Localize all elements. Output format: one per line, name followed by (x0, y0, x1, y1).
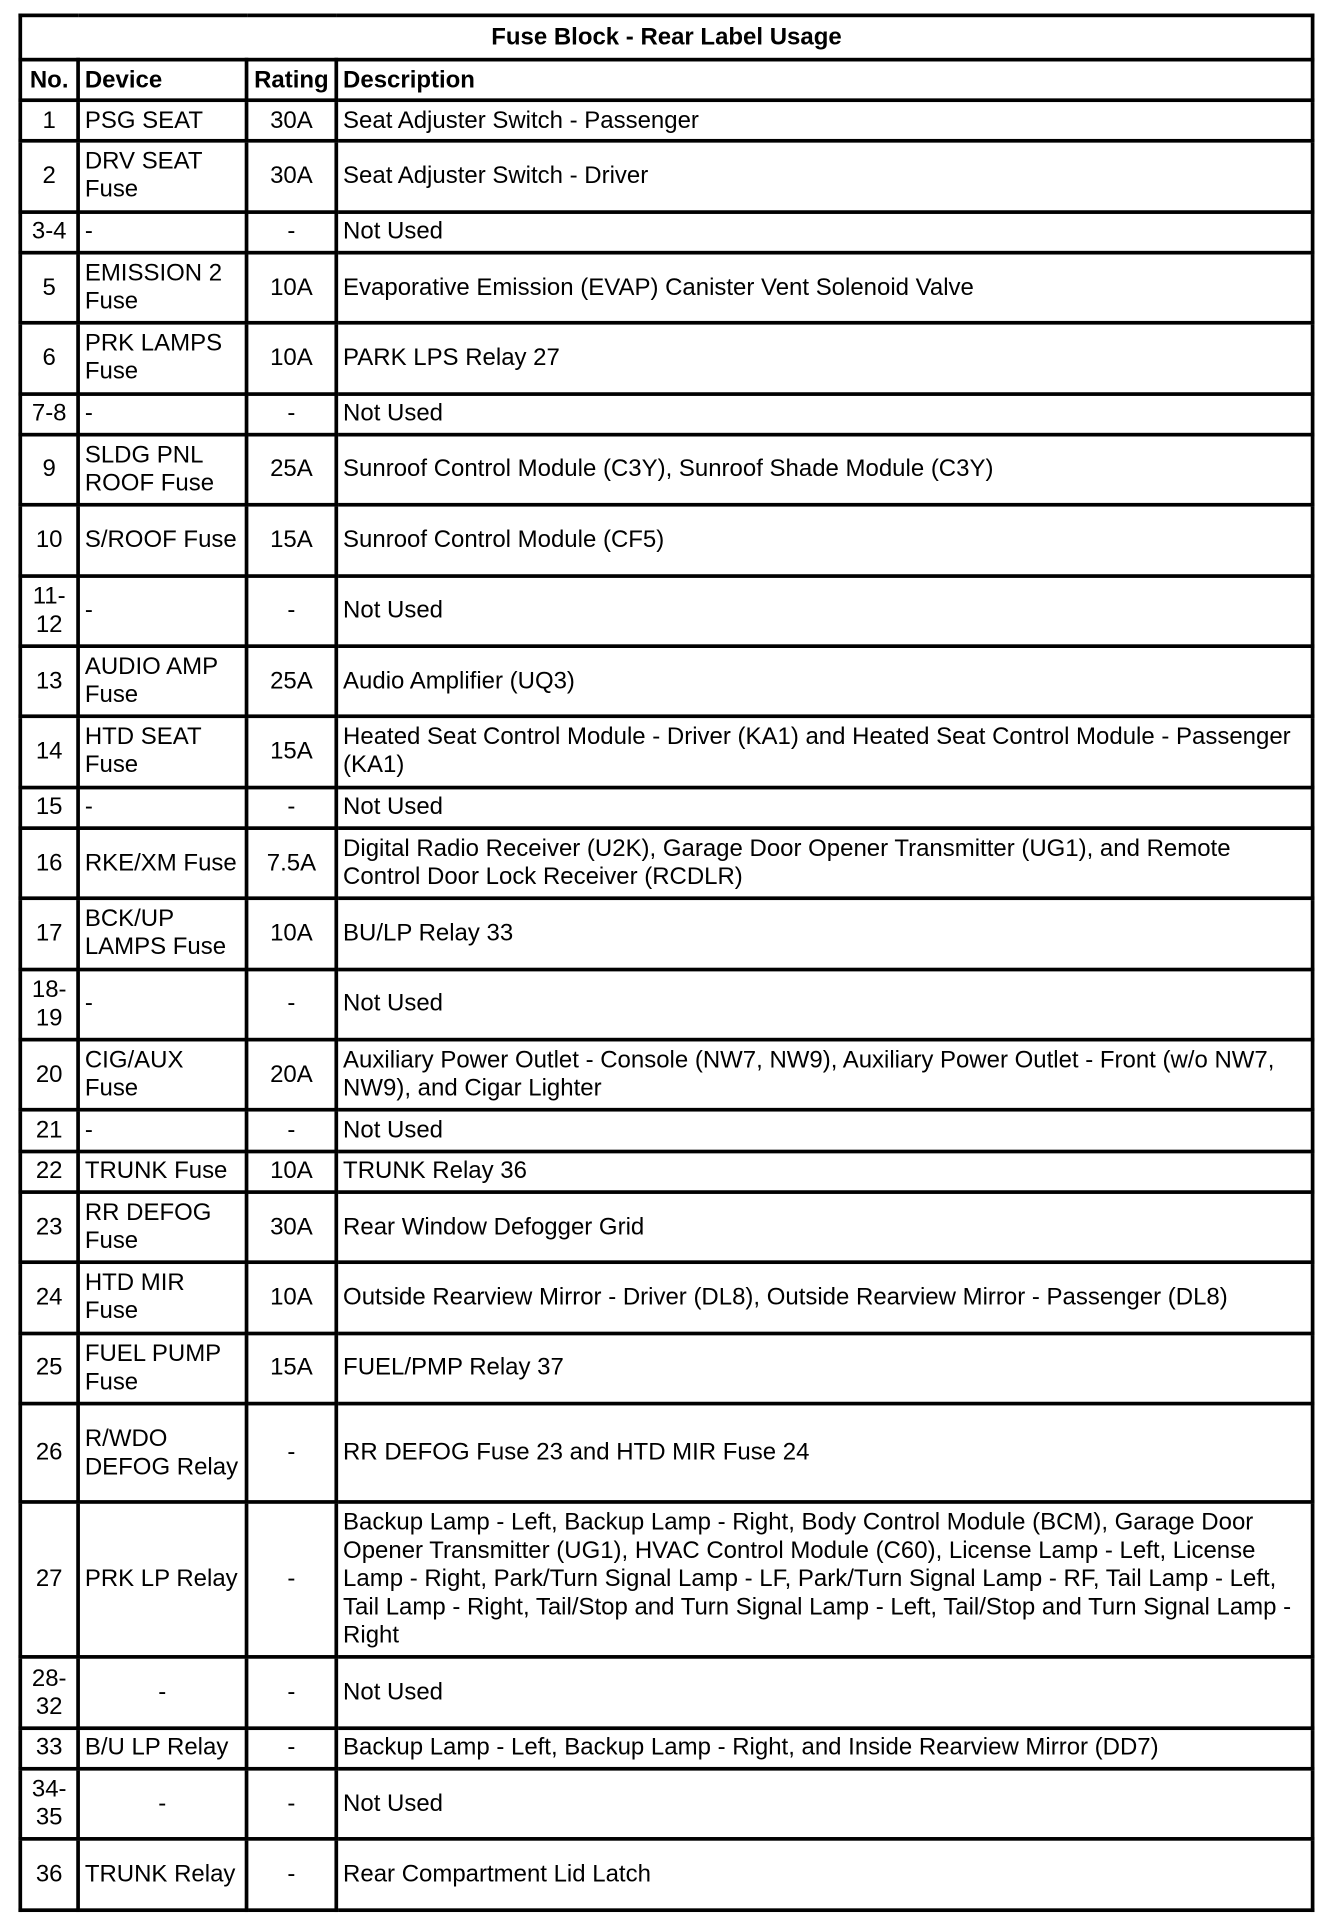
table-row (20, 505, 1312, 576)
fuse-number: 23 (20, 1192, 78, 1263)
fuse-number: 17 (20, 899, 78, 970)
fuse-description: Backup Lamp - Left, Backup Lamp - Right, and Inside Rearview Mirror (DD7) (336, 1728, 1312, 1769)
table-row (20, 1151, 1312, 1192)
fuse-rating: - (247, 575, 337, 646)
fuse-device: DRV SEAT Fuse (78, 141, 246, 212)
fuse-device: - (78, 1110, 246, 1151)
fuse-device: TRUNK Fuse (78, 1151, 246, 1192)
table-row (20, 1040, 1312, 1111)
fuse-description: Heated Seat Control Module - Driver (KA1) and Heated Seat Control Module - Passenger (KA1) (336, 717, 1312, 788)
fuse-rating: 20A (247, 1040, 337, 1111)
title-row (20, 15, 1312, 59)
fuse-number: 26 (20, 1404, 78, 1503)
fuse-description: Backup Lamp - Left, Backup Lamp - Right, Body Control Module (BCM), Garage Door Opener Transmitter (UG1), HVAC Control Module (C60), License Lamp - Left, License Lamp - Right, Park/Turn Signal Lamp - LF, Park/Turn Signal Lamp - RF, Tail Lamp - Left, Tail Lamp - Right, Tail/Stop and Turn Signal Lamp - Left, Tail/Stop and Turn Signal Lamp - Right (336, 1503, 1312, 1658)
fuse-description: Not Used (336, 212, 1312, 253)
fuse-description: Auxiliary Power Outlet - Console (NW7, NW9), Auxiliary Power Outlet - Front (w/o NW7, NW9), and Cigar Lighter (336, 1040, 1312, 1111)
fuse-number: 21 (20, 1110, 78, 1151)
fuse-number: 36 (20, 1839, 78, 1910)
table-row (20, 1404, 1312, 1503)
fuse-number: 16 (20, 828, 78, 899)
fuse-rating: 10A (247, 323, 337, 394)
fuse-rating: 30A (247, 1192, 337, 1263)
column-header-no: No. (20, 60, 78, 101)
fuse-device: EMISSION 2 Fuse (78, 252, 246, 323)
fuse-rating: 25A (247, 646, 337, 717)
table-title: Fuse Block - Rear Label Usage (20, 15, 1312, 59)
fuse-device: AUDIO AMP Fuse (78, 646, 246, 717)
fuse-description: Seat Adjuster Switch - Driver (336, 141, 1312, 212)
fuse-number: 20 (20, 1040, 78, 1111)
fuse-device: FUEL PUMP Fuse (78, 1333, 246, 1404)
fuse-device: PRK LAMPS Fuse (78, 323, 246, 394)
fuse-number: 9 (20, 434, 78, 505)
column-header-description: Description (336, 60, 1312, 101)
fuse-number: 14 (20, 717, 78, 788)
table-row (20, 100, 1312, 141)
table-row (20, 828, 1312, 899)
fuse-description: BU/LP Relay 33 (336, 899, 1312, 970)
fuse-rating: 10A (247, 1262, 337, 1333)
fuse-rating: 10A (247, 252, 337, 323)
fuse-rating: 7.5A (247, 828, 337, 899)
fuse-number: 24 (20, 1262, 78, 1333)
fuse-number: 7-8 (20, 394, 78, 435)
table-row (20, 575, 1312, 646)
fuse-rating: - (247, 1503, 337, 1658)
table-row (20, 252, 1312, 323)
table-row (20, 969, 1312, 1040)
fuse-rating: - (247, 1110, 337, 1151)
fuse-device: R/WDO DEFOG Relay (78, 1404, 246, 1503)
table-row (20, 141, 1312, 212)
fuse-device: RKE/XM Fuse (78, 828, 246, 899)
table-row (20, 212, 1312, 253)
fuse-device: PRK LP Relay (78, 1503, 246, 1658)
fuse-number: 34-35 (20, 1769, 78, 1840)
fuse-rating: 15A (247, 505, 337, 576)
fuse-device: TRUNK Relay (78, 1839, 246, 1910)
table-row (20, 787, 1312, 828)
fuse-device: - (78, 212, 246, 253)
table-row (20, 1839, 1312, 1910)
fuse-rating: 30A (247, 141, 337, 212)
fuse-number: 10 (20, 505, 78, 576)
fuse-number: 22 (20, 1151, 78, 1192)
fuse-number: 27 (20, 1503, 78, 1658)
fuse-number: 5 (20, 252, 78, 323)
table-row (20, 1333, 1312, 1404)
fuse-device: RR DEFOG Fuse (78, 1192, 246, 1263)
fuse-rating: - (247, 1839, 337, 1910)
fuse-number: 33 (20, 1728, 78, 1769)
fuse-description: Not Used (336, 969, 1312, 1040)
fuse-description: Digital Radio Receiver (U2K), Garage Door Opener Transmitter (UG1), and Remote Control Door Lock Receiver (RCDLR) (336, 828, 1312, 899)
fuse-number: 25 (20, 1333, 78, 1404)
fuse-rating: - (247, 1657, 337, 1728)
fuse-device: PSG SEAT (78, 100, 246, 141)
fuse-description: RR DEFOG Fuse 23 and HTD MIR Fuse 24 (336, 1404, 1312, 1503)
column-header-device: Device (78, 60, 246, 101)
fuse-description: Seat Adjuster Switch - Passenger (336, 100, 1312, 141)
column-header-rating: Rating (247, 60, 337, 101)
fuse-rating: - (247, 969, 337, 1040)
header-row (20, 60, 1312, 101)
fuse-number: 3-4 (20, 212, 78, 253)
fuse-device: SLDG PNL ROOF Fuse (78, 434, 246, 505)
fuse-description: TRUNK Relay 36 (336, 1151, 1312, 1192)
fuse-description: Not Used (336, 1657, 1312, 1728)
fuse-rating: - (247, 212, 337, 253)
fuse-device: B/U LP Relay (78, 1728, 246, 1769)
fuse-description: Not Used (336, 575, 1312, 646)
table-row (20, 1110, 1312, 1151)
fuse-rating: - (247, 1728, 337, 1769)
fuse-description: Outside Rearview Mirror - Driver (DL8), Outside Rearview Mirror - Passenger (DL8) (336, 1262, 1312, 1333)
fuse-rating: 15A (247, 1333, 337, 1404)
table-row (20, 1262, 1312, 1333)
fuse-device: BCK/UP LAMPS Fuse (78, 899, 246, 970)
fuse-description: Rear Compartment Lid Latch (336, 1839, 1312, 1910)
fuse-number: 15 (20, 787, 78, 828)
fuse-rating: - (247, 1769, 337, 1840)
fuse-device: S/ROOF Fuse (78, 505, 246, 576)
fuse-rating: 30A (247, 100, 337, 141)
fuse-rating: 15A (247, 717, 337, 788)
fuse-device: - (78, 1769, 246, 1840)
table-row (20, 1503, 1312, 1658)
fuse-description: Sunroof Control Module (CF5) (336, 505, 1312, 576)
fuse-device: - (78, 787, 246, 828)
fuse-device: HTD SEAT Fuse (78, 717, 246, 788)
fuse-table (18, 14, 1314, 1913)
fuse-rating: 10A (247, 899, 337, 970)
table-row (20, 1192, 1312, 1263)
table-row (20, 717, 1312, 788)
table-row (20, 394, 1312, 435)
table-row (20, 323, 1312, 394)
fuse-description: Audio Amplifier (UQ3) (336, 646, 1312, 717)
fuse-description: PARK LPS Relay 27 (336, 323, 1312, 394)
fuse-rating: - (247, 787, 337, 828)
fuse-device: - (78, 969, 246, 1040)
fuse-description: Sunroof Control Module (C3Y), Sunroof Shade Module (C3Y) (336, 434, 1312, 505)
fuse-description: FUEL/PMP Relay 37 (336, 1333, 1312, 1404)
fuse-number: 13 (20, 646, 78, 717)
fuse-rating: 25A (247, 434, 337, 505)
fuse-description: Not Used (336, 394, 1312, 435)
table-row (20, 1657, 1312, 1728)
fuse-description: Not Used (336, 1769, 1312, 1840)
fuse-rating: 10A (247, 1151, 337, 1192)
fuse-description: Not Used (336, 787, 1312, 828)
fuse-description: Not Used (336, 1110, 1312, 1151)
fuse-device: - (78, 575, 246, 646)
fuse-number: 11-12 (20, 575, 78, 646)
fuse-device: CIG/AUX Fuse (78, 1040, 246, 1111)
fuse-device: HTD MIR Fuse (78, 1262, 246, 1333)
fuse-device: - (78, 1657, 246, 1728)
fuse-number: 6 (20, 323, 78, 394)
table-row (20, 1769, 1312, 1840)
fuse-number: 18-19 (20, 969, 78, 1040)
table-row (20, 434, 1312, 505)
fuse-number: 1 (20, 100, 78, 141)
fuse-number: 28-32 (20, 1657, 78, 1728)
fuse-rating: - (247, 1404, 337, 1503)
table-row (20, 1728, 1312, 1769)
fuse-number: 2 (20, 141, 78, 212)
table-row (20, 899, 1312, 970)
table-row (20, 646, 1312, 717)
fuse-description: Evaporative Emission (EVAP) Canister Vent Solenoid Valve (336, 252, 1312, 323)
fuse-rating: - (247, 394, 337, 435)
fuse-description: Rear Window Defogger Grid (336, 1192, 1312, 1263)
fuse-device: - (78, 394, 246, 435)
